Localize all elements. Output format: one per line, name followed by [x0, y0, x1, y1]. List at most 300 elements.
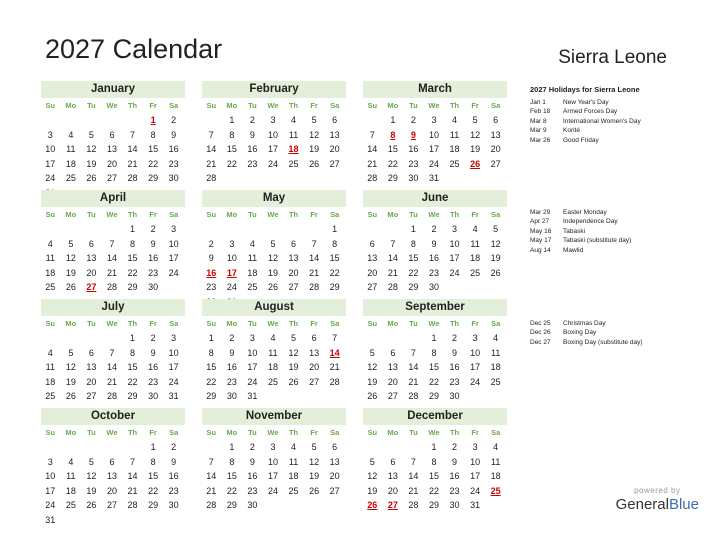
day-cell: 29: [329, 282, 340, 292]
holiday-date: Feb 18: [530, 108, 551, 116]
weekday-header: Mo: [65, 319, 77, 328]
empty-cell: [362, 440, 383, 455]
day-cell: 21: [127, 158, 138, 169]
day-cell: 23: [168, 158, 179, 169]
day-cell: 2: [249, 442, 255, 452]
holiday-date: Dec 26: [530, 329, 551, 337]
holiday-date: Dec 25: [530, 320, 551, 327]
day-cell: 26: [367, 391, 378, 401]
day-cell: 8: [150, 129, 156, 140]
day-cell: 19: [490, 253, 501, 263]
day-cell: 30: [449, 500, 460, 510]
day-cell: 20: [329, 144, 340, 154]
day-cell: 3: [171, 224, 177, 234]
day-cell: 17: [168, 253, 179, 263]
day-cell: 20: [106, 158, 117, 169]
weekday-header: Th: [127, 101, 138, 110]
day-cell: 21: [206, 158, 217, 169]
day-cell: 15: [226, 471, 237, 481]
day-cell: 6: [369, 238, 375, 249]
day-cell: 4: [270, 333, 276, 343]
month-title: August: [202, 299, 346, 316]
month-title: January: [41, 81, 185, 98]
day-cell: 4: [291, 442, 297, 452]
day-cell: 1: [229, 115, 235, 125]
day-cell: 18: [45, 267, 56, 278]
day-cell: 13: [387, 471, 398, 481]
day-cell: 11: [45, 253, 55, 263]
weekday-header: Fr: [310, 210, 318, 219]
day-cell: 27: [490, 158, 501, 169]
holiday-day-cell: 9: [410, 129, 416, 140]
day-cell: 21: [127, 485, 138, 496]
day-cell: 23: [148, 376, 159, 387]
weekday-header: Sa: [169, 319, 179, 328]
month-january: [41, 81, 185, 200]
holiday-name: Tabaski (substitute day): [563, 237, 632, 245]
weekday-header: Tu: [409, 428, 418, 437]
day-cell: 13: [490, 129, 501, 140]
day-cell: 11: [66, 144, 76, 154]
day-cell: 1: [130, 224, 136, 234]
empty-cell: [40, 331, 61, 346]
day-cell: 20: [490, 144, 501, 154]
day-cell: 15: [329, 253, 340, 263]
weekday-header: Mo: [387, 319, 399, 328]
day-cell: 12: [309, 456, 320, 467]
weekday-header: Sa: [330, 210, 340, 219]
month-title: March: [363, 81, 507, 98]
day-cell: 23: [449, 485, 460, 496]
day-cell: 5: [311, 115, 317, 125]
day-cell: 28: [367, 173, 378, 183]
day-cell: 4: [47, 238, 53, 249]
day-grid: [40, 316, 185, 404]
holiday-name: Boxing Day: [563, 329, 597, 337]
day-cell: 23: [148, 267, 159, 278]
day-cell: 3: [431, 115, 437, 125]
day-cell: 24: [470, 376, 481, 387]
day-cell: 19: [86, 158, 97, 169]
day-cell: 12: [267, 253, 278, 263]
weekday-header: Su: [367, 210, 378, 219]
empty-cell: [102, 222, 123, 237]
weekday-header: Th: [288, 319, 299, 328]
day-cell: 16: [449, 362, 460, 372]
brand-logo[interactable]: [616, 486, 699, 513]
holiday-date: Jan 1: [530, 99, 546, 106]
day-cell: 22: [428, 376, 439, 387]
day-cell: 27: [86, 391, 97, 401]
day-cell: 2: [171, 115, 177, 125]
month-june: [363, 190, 507, 295]
day-cell: 12: [490, 238, 501, 249]
holiday-entry: [530, 227, 631, 236]
day-cell: 22: [148, 485, 159, 496]
day-cell: 12: [367, 362, 378, 372]
day-cell: 14: [127, 471, 138, 481]
holiday-entry: [530, 107, 641, 116]
powered-by-text: powered by: [634, 486, 681, 495]
day-cell: 21: [309, 267, 320, 278]
day-cell: 19: [309, 144, 320, 154]
empty-cell: [102, 440, 123, 455]
day-cell: 29: [127, 282, 138, 292]
day-cell: 10: [168, 238, 179, 249]
day-cell: 13: [106, 471, 117, 481]
weekday-header: Mo: [226, 210, 238, 219]
day-cell: 19: [86, 485, 97, 496]
day-cell: 29: [148, 500, 159, 510]
day-cell: 7: [130, 129, 136, 140]
day-cell: 14: [309, 253, 320, 263]
day-cell: 9: [208, 253, 214, 263]
day-grid: [201, 207, 346, 309]
day-cell: 17: [267, 144, 278, 154]
day-cell: 10: [247, 347, 258, 358]
day-cell: 28: [127, 173, 138, 183]
day-cell: 16: [247, 144, 258, 154]
day-cell: 12: [65, 362, 76, 372]
month-march: [363, 81, 507, 186]
day-cell: 3: [472, 333, 478, 343]
day-cell: 15: [127, 253, 138, 263]
day-cell: 16: [247, 471, 258, 481]
day-cell: 31: [428, 173, 439, 183]
month-february: [202, 81, 346, 186]
holiday-name: Korité: [563, 127, 580, 135]
day-cell: 20: [309, 362, 320, 372]
day-cell: 4: [452, 115, 458, 125]
weekday-header: Sa: [491, 101, 501, 110]
day-cell: 22: [226, 158, 237, 169]
weekday-header: Tu: [87, 101, 96, 110]
day-cell: 11: [288, 129, 299, 140]
day-cell: 24: [45, 500, 56, 510]
weekday-header: Th: [449, 319, 460, 328]
day-cell: 11: [288, 456, 299, 467]
day-cell: 13: [106, 144, 117, 154]
day-cell: 29: [127, 391, 138, 401]
weekday-header: Fr: [471, 319, 479, 328]
day-cell: 26: [65, 391, 76, 401]
day-cell: 30: [247, 500, 258, 510]
holiday-name: Good Friday: [563, 136, 599, 144]
holiday-name: Easter Monday: [563, 209, 607, 216]
day-cell: 19: [288, 362, 299, 372]
day-cell: 9: [249, 456, 255, 467]
holiday-day-cell: 17: [226, 267, 237, 278]
empty-cell: [122, 440, 143, 455]
day-cell: 14: [206, 471, 217, 481]
day-cell: 6: [332, 115, 338, 125]
month-title: February: [202, 81, 346, 98]
holiday-day-cell: 26: [367, 500, 378, 510]
page-title: 2027 Calendar: [45, 34, 223, 64]
day-cell: 19: [367, 485, 378, 496]
day-cell: 6: [109, 129, 115, 140]
day-cell: 8: [150, 456, 156, 467]
day-grid: [362, 316, 507, 404]
day-cell: 7: [390, 238, 396, 249]
empty-cell: [102, 331, 123, 346]
weekday-header: Su: [45, 210, 56, 219]
day-cell: 3: [452, 224, 458, 234]
day-cell: 2: [229, 333, 235, 343]
day-cell: 19: [470, 144, 481, 154]
day-cell: 29: [428, 391, 439, 401]
day-cell: 31: [168, 391, 179, 401]
holiday-list-3: [530, 319, 642, 347]
day-cell: 12: [288, 347, 299, 358]
day-cell: 14: [367, 144, 378, 154]
day-cell: 12: [86, 471, 97, 481]
day-grid: [362, 425, 507, 513]
day-cell: 1: [410, 224, 416, 234]
day-cell: 22: [127, 267, 138, 278]
day-cell: 29: [226, 500, 237, 510]
day-cell: 8: [229, 129, 235, 140]
day-cell: 1: [130, 333, 136, 343]
day-cell: 9: [431, 238, 437, 249]
holiday-day-cell: 1: [150, 115, 156, 125]
weekday-header: We: [267, 428, 279, 437]
day-cell: 1: [229, 442, 235, 452]
day-cell: 6: [332, 442, 338, 452]
day-cell: 19: [65, 267, 76, 278]
holiday-date: Dec 27: [530, 338, 551, 346]
day-cell: 16: [148, 362, 159, 372]
day-cell: 22: [387, 158, 398, 169]
month-title: November: [202, 408, 346, 425]
weekday-header: Fr: [310, 319, 318, 328]
holiday-day-cell: 8: [390, 129, 396, 140]
holiday-day-cell: 25: [490, 485, 501, 496]
day-cell: 12: [470, 129, 481, 140]
day-cell: 1: [431, 333, 437, 343]
weekday-header: Fr: [471, 428, 479, 437]
day-cell: 7: [410, 456, 416, 467]
day-cell: 27: [367, 282, 378, 292]
day-cell: 24: [428, 158, 439, 169]
holiday-entry: [530, 328, 642, 337]
day-cell: 19: [367, 376, 378, 387]
day-cell: 22: [127, 376, 138, 387]
day-cell: 15: [127, 362, 138, 372]
day-cell: 23: [247, 158, 258, 169]
day-cell: 27: [329, 485, 340, 496]
empty-cell: [201, 440, 222, 455]
day-cell: 16: [226, 362, 237, 372]
day-cell: 27: [106, 500, 117, 510]
day-cell: 17: [168, 362, 179, 372]
weekday-header: We: [267, 319, 279, 328]
month-december: [363, 408, 507, 513]
empty-cell: [61, 222, 82, 237]
month-october: [41, 408, 185, 527]
brand-name: GeneralBlue: [615, 496, 699, 513]
day-cell: 24: [267, 485, 278, 496]
country-name: Sierra Leone: [558, 47, 667, 68]
weekday-header: We: [428, 101, 440, 110]
weekday-header: We: [106, 210, 118, 219]
weekday-header: Su: [206, 101, 217, 110]
day-cell: 19: [65, 376, 76, 387]
weekday-header: We: [267, 101, 279, 110]
day-cell: 3: [472, 442, 478, 452]
weekday-header: Sa: [330, 101, 340, 110]
day-cell: 27: [288, 282, 299, 292]
day-cell: 1: [150, 442, 156, 452]
day-cell: 9: [150, 238, 156, 249]
day-cell: 13: [288, 253, 299, 263]
holiday-day-cell: 14: [329, 347, 340, 358]
day-cell: 8: [229, 456, 235, 467]
empty-cell: [362, 331, 383, 346]
day-cell: 21: [206, 485, 217, 496]
weekday-header: Th: [449, 210, 460, 219]
day-cell: 8: [332, 238, 338, 249]
holiday-list-1: [530, 85, 641, 145]
day-cell: 11: [449, 129, 460, 140]
day-cell: 5: [291, 333, 297, 343]
day-cell: 9: [452, 347, 458, 358]
day-cell: 15: [148, 471, 159, 481]
day-cell: 24: [470, 485, 481, 496]
month-november: [202, 408, 346, 513]
day-cell: 7: [208, 456, 214, 467]
empty-cell: [40, 440, 61, 455]
day-cell: 3: [171, 333, 177, 343]
weekday-header: We: [428, 210, 440, 219]
day-cell: 20: [367, 267, 378, 278]
holiday-list-2: [530, 208, 631, 255]
empty-cell: [40, 113, 61, 128]
holiday-name: Tabaski: [563, 227, 586, 235]
day-cell: 6: [390, 456, 396, 467]
weekday-header: Fr: [149, 210, 157, 219]
day-cell: 5: [472, 115, 478, 125]
weekday-header: Su: [206, 428, 217, 437]
day-cell: 1: [208, 333, 214, 343]
day-cell: 26: [490, 267, 501, 278]
day-cell: 25: [490, 376, 501, 387]
day-cell: 19: [309, 471, 320, 481]
day-cell: 21: [329, 362, 340, 372]
holiday-entry: [530, 126, 641, 135]
holiday-date: Mar 29: [530, 209, 551, 216]
day-cell: 18: [45, 376, 56, 387]
day-cell: 16: [449, 471, 460, 481]
day-cell: 27: [309, 376, 320, 387]
weekday-header: Tu: [87, 428, 96, 437]
holiday-date: May 17: [530, 237, 552, 245]
weekday-header: Th: [127, 319, 138, 328]
day-cell: 24: [168, 267, 179, 278]
day-cell: 1: [431, 442, 437, 452]
day-cell: 6: [311, 333, 317, 343]
day-cell: 4: [68, 129, 74, 140]
day-cell: 6: [291, 238, 297, 249]
weekday-header: Tu: [409, 101, 418, 110]
day-cell: 15: [428, 362, 439, 372]
weekday-header: Sa: [491, 319, 501, 328]
weekday-header: We: [106, 428, 118, 437]
empty-cell: [403, 331, 424, 346]
day-cell: 9: [229, 347, 235, 358]
day-cell: 24: [45, 173, 56, 183]
weekday-header: Fr: [149, 101, 157, 110]
day-cell: 22: [148, 158, 159, 169]
month-title: September: [363, 299, 507, 316]
weekday-header: Sa: [169, 428, 179, 437]
month-title: June: [363, 190, 507, 207]
day-grid: [201, 425, 346, 513]
day-cell: 24: [267, 158, 278, 169]
day-cell: 28: [408, 500, 419, 510]
weekday-header: Mo: [226, 428, 238, 437]
weekday-header: Su: [206, 319, 217, 328]
day-cell: 7: [311, 238, 317, 249]
day-cell: 16: [168, 144, 179, 154]
weekday-header: Tu: [409, 319, 418, 328]
weekday-header: Th: [288, 428, 299, 437]
day-cell: 24: [449, 267, 460, 278]
weekday-header: Mo: [65, 210, 77, 219]
weekday-header: Th: [288, 210, 299, 219]
day-cell: 14: [408, 471, 419, 481]
day-cell: 14: [206, 144, 217, 154]
day-cell: 21: [387, 267, 398, 278]
day-cell: 8: [431, 456, 437, 467]
day-cell: 21: [408, 485, 419, 496]
day-cell: 4: [493, 333, 499, 343]
day-cell: 16: [148, 253, 159, 263]
month-july: [41, 299, 185, 404]
day-cell: 17: [470, 362, 481, 372]
holiday-name: Mawlid: [563, 246, 584, 254]
day-grid: [40, 425, 185, 527]
day-cell: 18: [267, 362, 278, 372]
empty-cell: [362, 113, 383, 128]
day-cell: 24: [168, 376, 179, 387]
day-cell: 7: [109, 347, 115, 358]
day-cell: 26: [267, 282, 278, 292]
day-cell: 25: [288, 485, 299, 496]
day-cell: 5: [88, 456, 94, 467]
day-cell: 20: [106, 485, 117, 496]
day-cell: 2: [452, 333, 458, 343]
weekday-header: We: [106, 101, 118, 110]
day-cell: 30: [148, 391, 159, 401]
day-cell: 6: [390, 347, 396, 358]
day-cell: 9: [249, 129, 255, 140]
day-cell: 28: [408, 391, 419, 401]
holiday-entry: [530, 117, 641, 126]
day-cell: 1: [390, 115, 396, 125]
holiday-date: Apr 27: [530, 218, 550, 226]
day-cell: 10: [168, 347, 179, 358]
empty-cell: [81, 222, 102, 237]
day-cell: 26: [65, 282, 76, 292]
day-cell: 30: [226, 391, 237, 401]
day-cell: 5: [68, 347, 74, 358]
day-cell: 24: [247, 376, 258, 387]
weekday-header: Sa: [330, 428, 340, 437]
day-cell: 4: [68, 456, 74, 467]
weekday-header: Tu: [409, 210, 418, 219]
month-april: [41, 190, 185, 295]
